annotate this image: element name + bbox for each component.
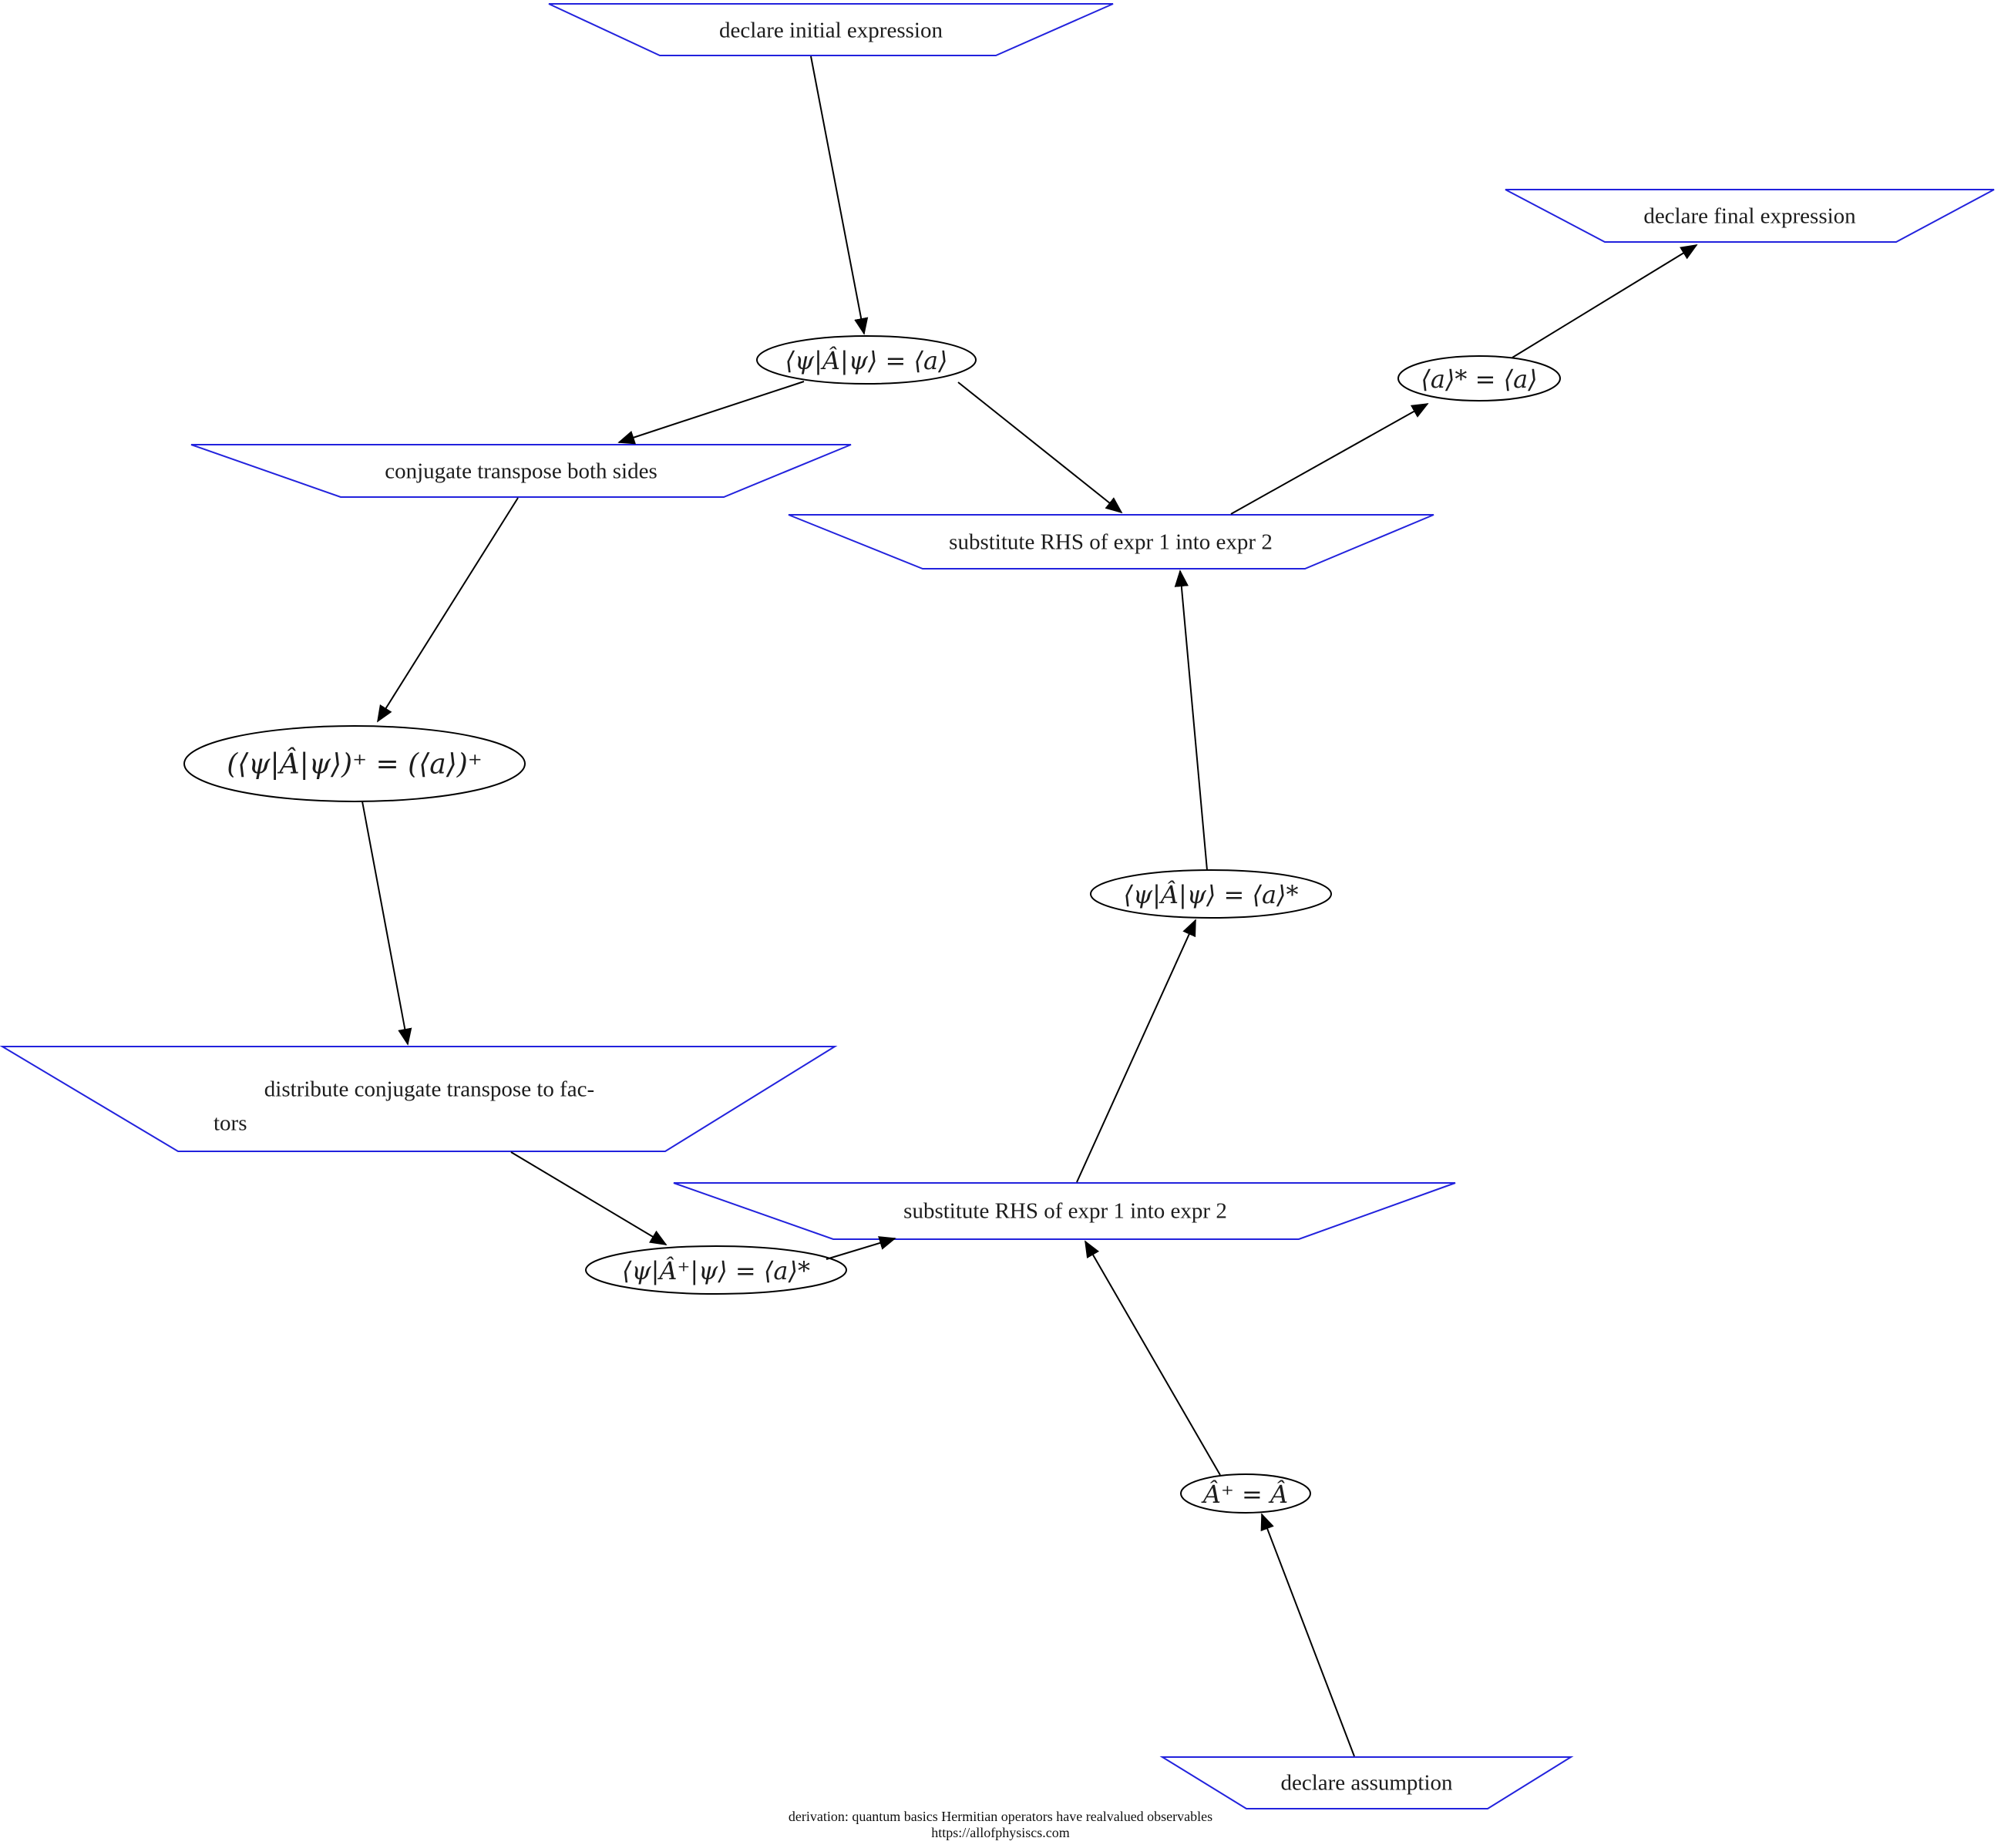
node-label-expr-initial: ⟨ψ|Â|ψ⟩ = ⟨a⟩: [785, 345, 948, 375]
node-label-declare-final: declare final expression: [1643, 203, 1856, 229]
node-label-distribute-line2: tors: [214, 1110, 247, 1136]
node-label-declare-assumption: declare assumption: [1280, 1770, 1453, 1796]
node-label-expr-assumption: Â⁺ = Â: [1202, 1479, 1289, 1509]
node-label-conjugate-transpose: conjugate transpose both sides: [385, 459, 657, 484]
edge-expr-substituted-to-substitute-upper: [1180, 571, 1207, 870]
diagram-caption-url: https://allofphysiscs.com: [931, 1824, 1070, 1840]
edge-conjugate-transpose-to-expr-daggered: [378, 498, 518, 721]
diagram-caption-title: derivation: quantum basics Hermitian operators have realvalued observables: [788, 1808, 1213, 1824]
node-label-expr-final-star: ⟨a⟩* = ⟨a⟩: [1421, 364, 1538, 394]
edge-declare-assumption-to-expr-assumption: [1262, 1514, 1354, 1756]
node-label-substitute-upper: substitute RHS of expr 1 into expr 2: [949, 529, 1273, 555]
node-label-expr-substituted: ⟨ψ|Â|ψ⟩ = ⟨a⟩*: [1123, 879, 1299, 909]
node-label-substitute-lower: substitute RHS of expr 1 into expr 2: [903, 1198, 1227, 1224]
edge-expr-final-star-to-declare-final: [1512, 245, 1697, 358]
edge-substitute-lower-to-expr-substituted: [1077, 920, 1196, 1182]
node-label-declare-initial: declare initial expression: [719, 18, 943, 43]
node-label-expr-daggered: (⟨ψ|Â|ψ⟩)⁺ = (⟨a⟩)⁺: [227, 748, 483, 781]
edge-declare-initial-to-expr-initial: [811, 56, 864, 334]
edge-expr-initial-to-conjugate-transpose: [619, 381, 804, 442]
edge-distribute-to-expr-distributed: [511, 1152, 666, 1245]
node-label-distribute-line1: distribute conjugate transpose to fac-: [264, 1077, 595, 1102]
edge-expr-initial-to-substitute-upper: [958, 382, 1122, 512]
edge-expr-assumption-to-substitute-lower: [1085, 1242, 1220, 1475]
edge-expr-distributed-to-substitute-lower: [826, 1238, 895, 1259]
node-label-expr-distributed: ⟨ψ|Â⁺|ψ⟩ = ⟨a⟩*: [622, 1255, 810, 1285]
edge-expr-daggered-to-distribute: [362, 801, 408, 1044]
edge-substitute-upper-to-expr-final-star: [1231, 404, 1428, 514]
